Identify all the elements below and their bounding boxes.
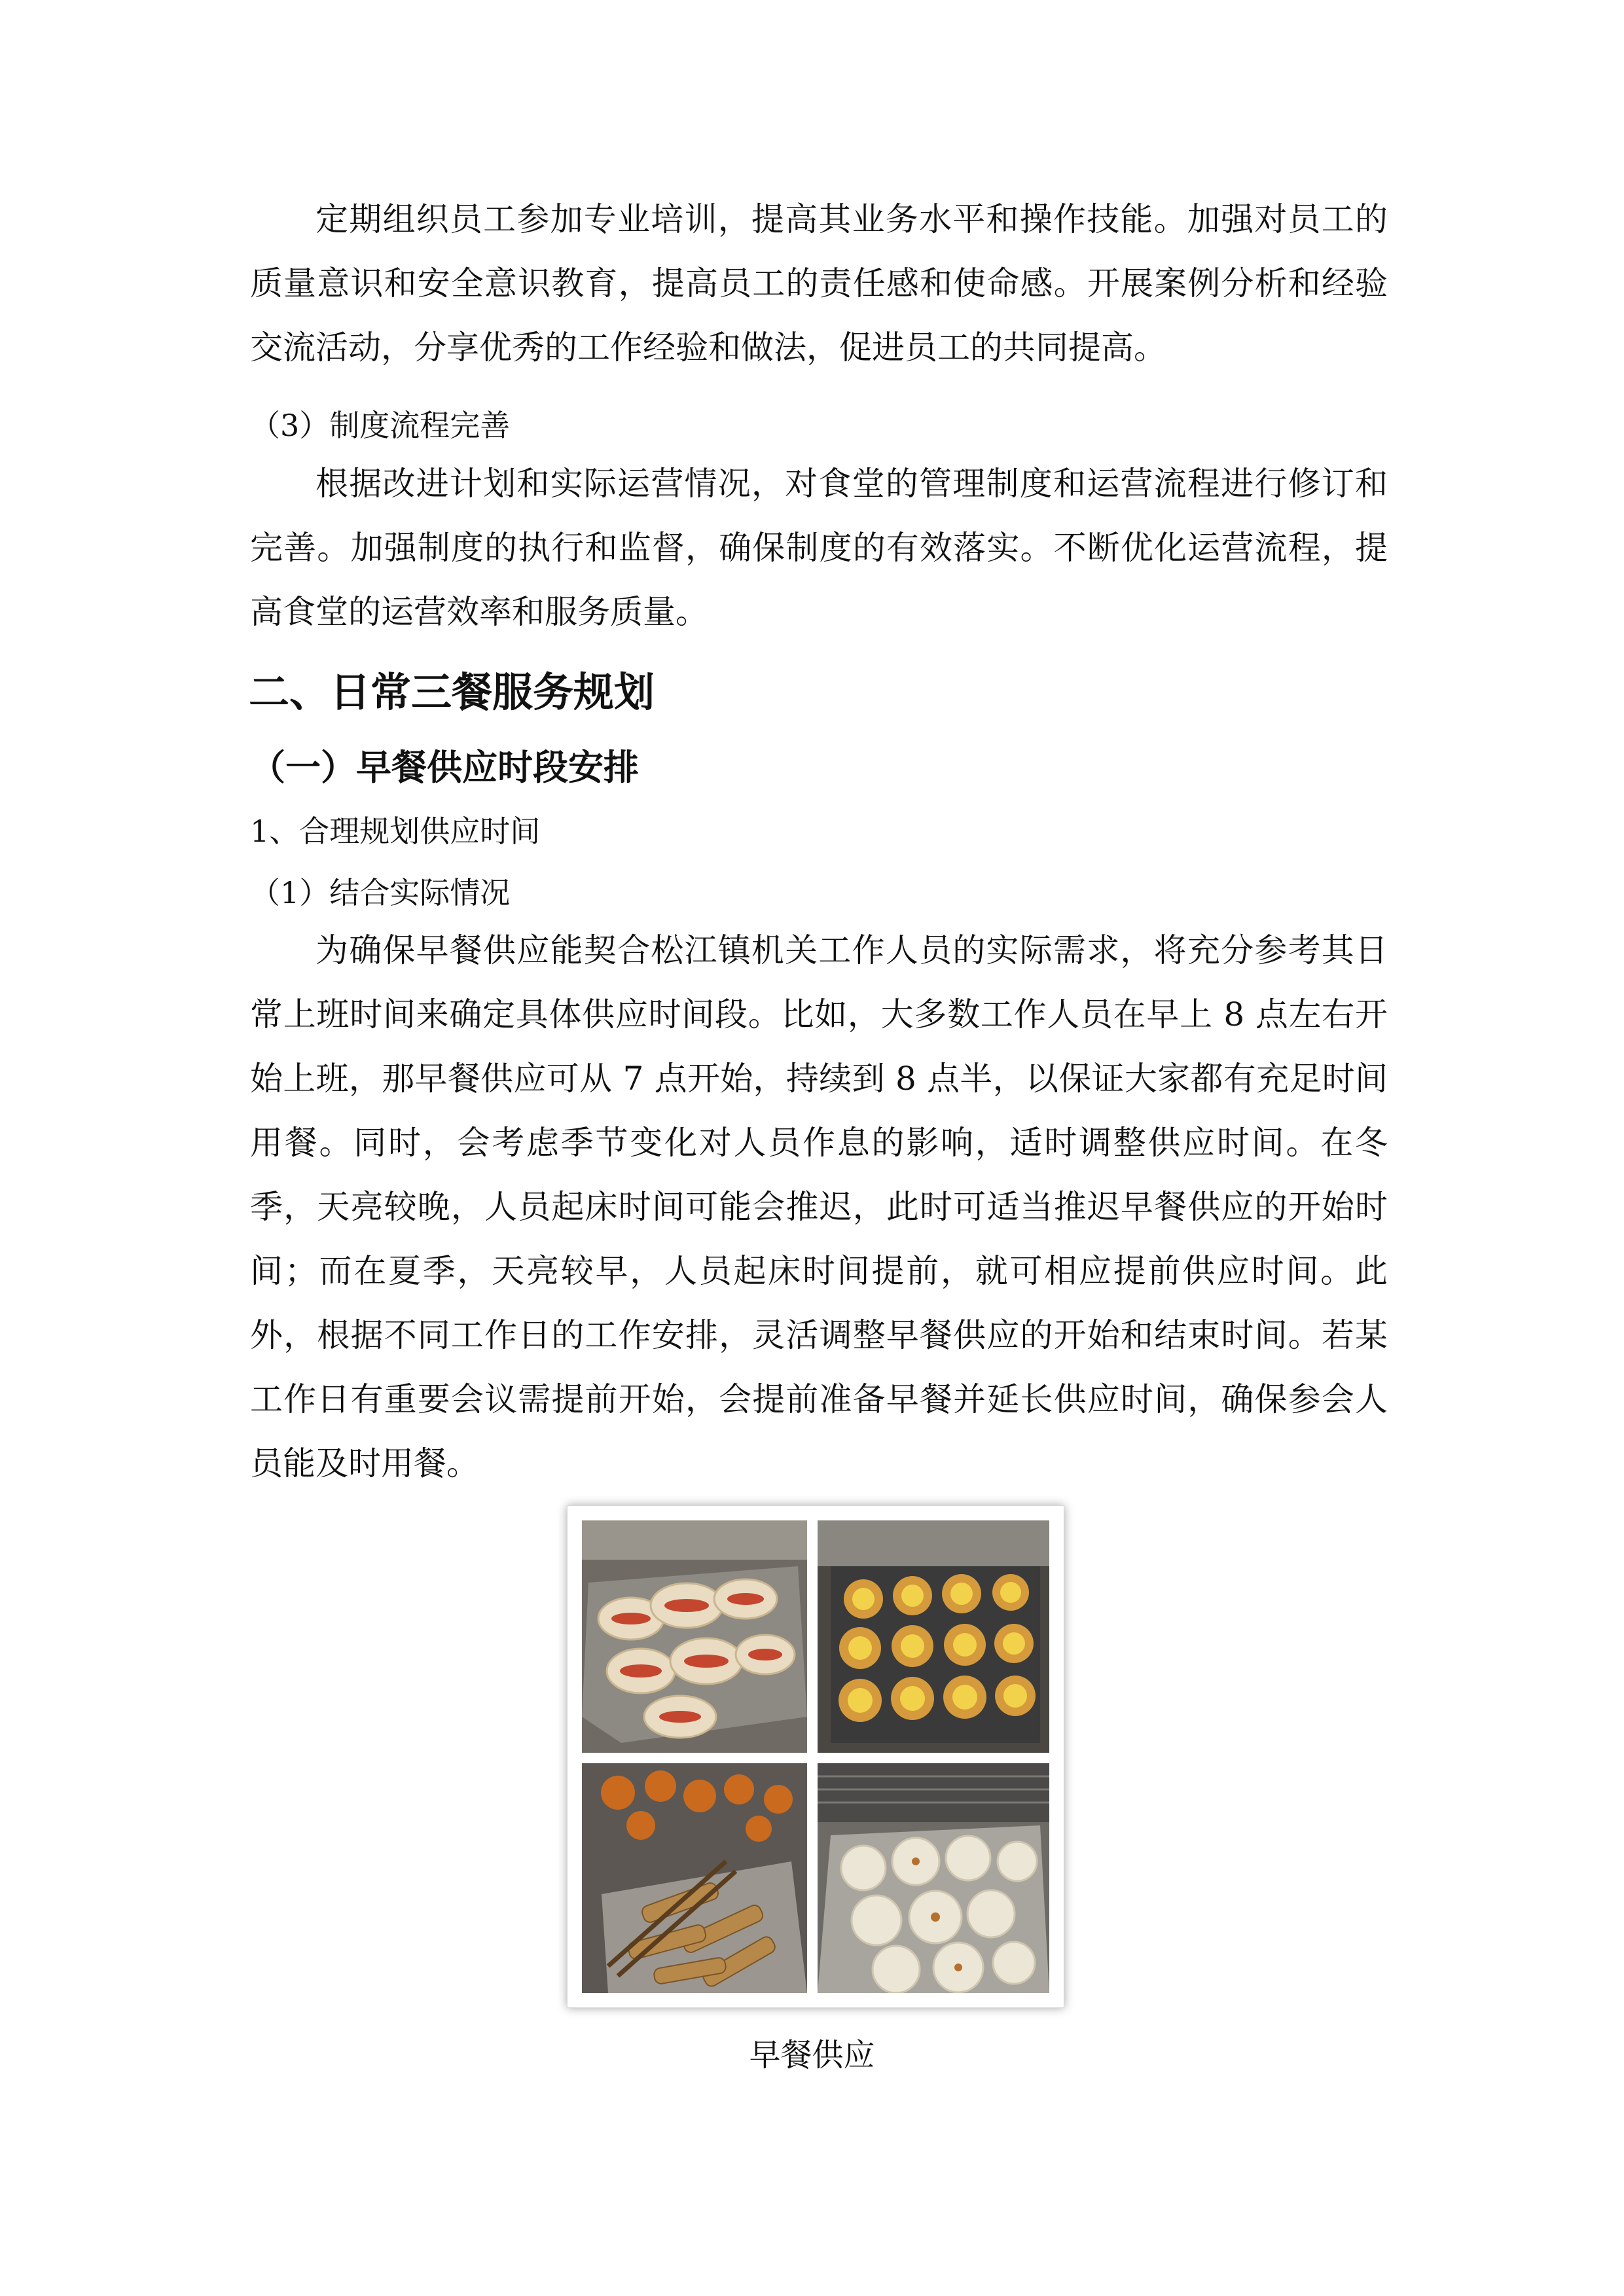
paragraph-staff-training: 定期组织员工参加专业培训，提高其业务水平和操作技能。加强对员工的质量意识和安全意识教育，提高员工的责任感和使命感。开展案例分析和经验交流活动，分享优秀的工作经验和做法，促进员工的共同提高。 (250, 200, 1388, 367)
breakfast-photo-collage (567, 1505, 1064, 2008)
figure-caption: 早餐供应 (749, 2037, 875, 2073)
sausage-rolls-photo (582, 1520, 807, 1753)
item-heading: 1、合理规划供应时间 (250, 814, 541, 849)
egg-tarts-photo (818, 1520, 1049, 1753)
section-title: 二、日常三餐服务规划 (249, 668, 655, 716)
paragraph-process-improvement: 根据改进计划和实际运营情况，对食堂的管理制度和运营流程进行修订和完善。加强制度的执行和监督，确保制度的有效落实。不断优化运营流程，提高食堂的运营效率和服务质量。 (250, 465, 1388, 631)
spring-rolls-photo (582, 1763, 807, 1993)
section-subtitle: （一）早餐供应时段安排 (250, 747, 639, 788)
paragraph-breakfast-schedule: 为确保早餐供应能契合松江镇机关工作人员的实际需求，将充分参考其日常上班时间来确定具体供应时间段。比如，大多数工作人员在早上 8 点左右开始上班，那早餐供应可从 7 点开始，持续到 8 点半，以保证大家都有充足时间用餐。同时，会考虑季节变化对人员作息的影响，适时调整供应时间。在冬季，天亮较晚，人员起床时间可能会推迟，此时可适当推迟早餐供应的开始时间；而在夏季，天亮较早，人员起床时间提前，就可相应提前供应时间。此外，根据不同工作日的工作安排，灵活调整早餐供应的开始和结束时间。若某工作日有重要会议需提前开始，会提前准备早餐并延长供应时间，确保参会人员能及时用餐。 (250, 931, 1388, 1482)
steamed-buns-photo (818, 1763, 1049, 1993)
subheading-process-improvement: （3）制度流程完善 (250, 408, 511, 443)
item-subheading: （1）结合实际情况 (250, 875, 511, 910)
